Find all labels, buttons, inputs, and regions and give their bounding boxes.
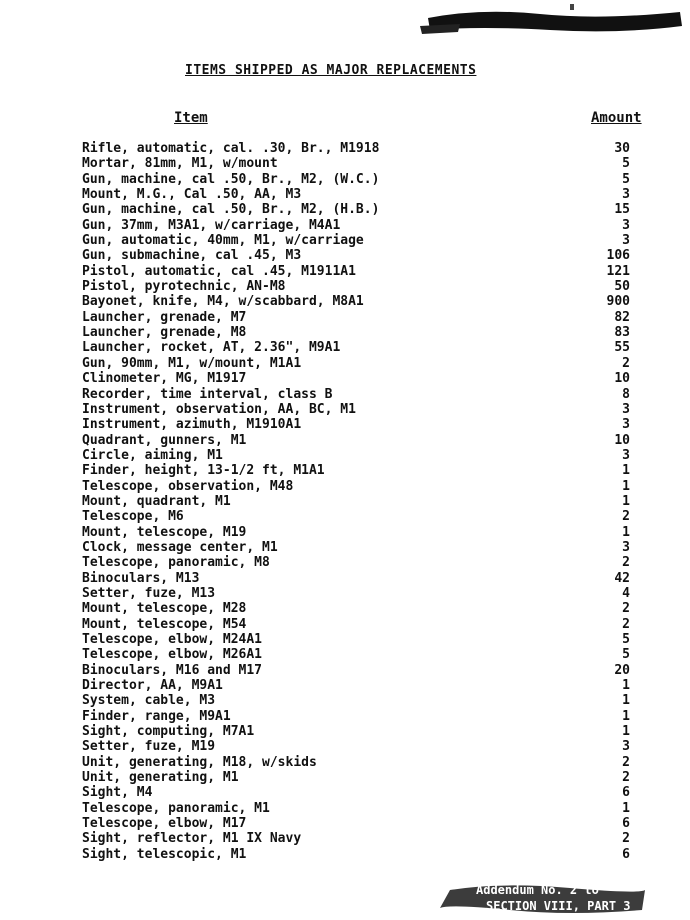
- item-amount: 10: [614, 432, 630, 448]
- table-row: [82, 417, 642, 432]
- item-amount: 121: [606, 263, 630, 279]
- table-row: [82, 617, 642, 632]
- item-name: Gun, machine, cal .50, Br., M2, (H.B.): [82, 202, 380, 218]
- table-row: [82, 141, 642, 156]
- item-name: Finder, range, M9A1: [82, 708, 231, 724]
- table-row: [82, 755, 642, 770]
- item-name: Telescope, elbow, M24A1: [82, 632, 263, 647]
- footer-addendum: Addendum No. 2 to: [476, 883, 599, 897]
- item-amount: 42: [614, 570, 630, 586]
- item-name: Telescope, elbow, M17: [82, 816, 247, 832]
- item-amount: 5: [622, 647, 630, 663]
- item-name: Bayonet, knife, M4, w/scabbard, M8A1: [82, 294, 364, 310]
- item-amount: 1: [622, 463, 630, 479]
- table-row: [82, 494, 642, 509]
- table-row: [82, 387, 642, 402]
- item-name: Setter, fuze, M13: [82, 585, 216, 601]
- item-amount: 55: [614, 340, 630, 356]
- item-name: Telescope, M6: [82, 509, 184, 525]
- item-amount: 1: [622, 708, 630, 724]
- item-amount: 4: [622, 585, 630, 601]
- item-name: Quadrant, gunners, M1: [82, 432, 247, 448]
- table-row: [82, 402, 642, 417]
- footer-section: SECTION VIII, PART 3: [486, 899, 631, 913]
- item-amount: 20: [614, 662, 630, 678]
- item-amount: 83: [614, 325, 630, 341]
- column-header-amount: Amount: [591, 110, 642, 126]
- item-amount: 50: [614, 279, 630, 295]
- item-amount: 1: [622, 478, 630, 494]
- item-amount: 1: [622, 693, 630, 709]
- scan-smudge-top: [420, 4, 690, 38]
- item-name: Gun, machine, cal .50, Br., M2, (W.C.): [82, 171, 380, 187]
- item-amount: 3: [622, 187, 630, 203]
- item-amount: 106: [606, 248, 630, 264]
- item-name: Telescope, panoramic, M8: [82, 555, 270, 571]
- item-name: Gun, 37mm, M3A1, w/carriage, M4A1: [82, 217, 341, 233]
- item-name: Finder, height, 13-1/2 ft, M1A1: [82, 463, 325, 479]
- item-name: Instrument, azimuth, M1910A1: [82, 417, 302, 433]
- table-row: [82, 264, 642, 279]
- table-row: [82, 172, 642, 187]
- item-amount: 2: [622, 509, 630, 525]
- item-name: Rifle, automatic, cal. .30, Br., M1918: [82, 141, 380, 156]
- item-name: Binoculars, M16 and M17: [82, 662, 263, 678]
- table-row: [82, 156, 642, 171]
- table-row: [82, 785, 642, 800]
- table-row: [82, 847, 642, 862]
- table-row: [82, 739, 642, 754]
- item-amount: 6: [622, 785, 630, 801]
- table-row: [82, 433, 642, 448]
- item-name: Director, AA, M9A1: [82, 678, 223, 694]
- item-amount: 6: [622, 816, 630, 832]
- table-row: [82, 678, 642, 693]
- item-name: Launcher, rocket, AT, 2.36", M9A1: [82, 340, 341, 356]
- item-name: Mount, quadrant, M1: [82, 493, 231, 509]
- table-row: [82, 586, 642, 601]
- table-row: [82, 356, 642, 371]
- item-amount: 5: [622, 632, 630, 647]
- table-row: [82, 831, 642, 846]
- item-name: Pistol, automatic, cal .45, M1911A1: [82, 263, 356, 279]
- item-name: Telescope, panoramic, M1: [82, 800, 270, 816]
- table-row: [82, 571, 642, 586]
- item-amount: 3: [622, 417, 630, 433]
- table-row: [82, 340, 642, 355]
- item-name: Unit, generating, M18, w/skids: [82, 754, 317, 770]
- item-name: Telescope, observation, M48: [82, 478, 294, 494]
- item-amount: 1: [622, 724, 630, 740]
- table-row: [82, 555, 642, 570]
- table-row: [82, 770, 642, 785]
- item-amount: 1: [622, 493, 630, 509]
- item-name: Mount, M.G., Cal .50, AA, M3: [82, 187, 302, 203]
- table-row: [82, 540, 642, 555]
- item-amount: 3: [622, 447, 630, 463]
- item-name: Sight, computing, M7A1: [82, 724, 255, 740]
- table-row: [82, 663, 642, 678]
- item-name: Sight, M4: [82, 785, 153, 801]
- item-amount: 2: [622, 831, 630, 847]
- item-name: Instrument, observation, AA, BC, M1: [82, 401, 356, 417]
- item-amount: 1: [622, 678, 630, 694]
- table-row: [82, 801, 642, 816]
- column-header-item: Item: [174, 110, 208, 126]
- item-name: Mount, telescope, M28: [82, 601, 247, 617]
- table-row: [82, 601, 642, 616]
- table-row: [82, 709, 642, 724]
- item-amount: 6: [622, 846, 630, 862]
- item-amount: 10: [614, 371, 630, 387]
- item-name: Clinometer, MG, M1917: [82, 371, 247, 387]
- item-name: Launcher, grenade, M8: [82, 325, 247, 341]
- table-row: [82, 233, 642, 248]
- table-row: [82, 202, 642, 217]
- item-name: Sight, reflector, M1 IX Navy: [82, 831, 302, 847]
- item-amount: 3: [622, 539, 630, 555]
- table-row: [82, 248, 642, 263]
- item-name: Setter, fuze, M19: [82, 739, 216, 755]
- item-name: Mount, telescope, M54: [82, 616, 247, 632]
- item-name: Recorder, time interval, class B: [82, 386, 333, 402]
- table-row: [82, 279, 642, 294]
- item-amount: 30: [614, 141, 630, 156]
- item-name: System, cable, M3: [82, 693, 216, 709]
- table-row: [82, 816, 642, 831]
- item-amount: 2: [622, 601, 630, 617]
- table-row: [82, 509, 642, 524]
- item-name: Sight, telescopic, M1: [82, 846, 247, 862]
- table-row: [82, 371, 642, 386]
- item-name: Gun, automatic, 40mm, M1, w/carriage: [82, 233, 364, 249]
- item-amount: 3: [622, 217, 630, 233]
- item-amount: 82: [614, 309, 630, 325]
- item-name: Pistol, pyrotechnic, AN-M8: [82, 279, 286, 295]
- item-amount: 900: [606, 294, 630, 310]
- item-amount: 1: [622, 800, 630, 816]
- document-title: ITEMS SHIPPED AS MAJOR REPLACEMENTS: [185, 63, 477, 78]
- item-amount: 5: [622, 171, 630, 187]
- item-amount: 1: [622, 524, 630, 540]
- item-amount: 2: [622, 754, 630, 770]
- table-row: [82, 724, 642, 739]
- item-amount: 2: [622, 555, 630, 571]
- table-row: [82, 325, 642, 340]
- table-row: [82, 647, 642, 662]
- item-name: Clock, message center, M1: [82, 539, 278, 555]
- item-name: Mortar, 81mm, M1, w/mount: [82, 156, 278, 172]
- item-amount: 3: [622, 739, 630, 755]
- table-row: [82, 218, 642, 233]
- table-row: [82, 294, 642, 309]
- item-name: Binoculars, M13: [82, 570, 200, 586]
- item-name: Gun, 90mm, M1, w/mount, M1A1: [82, 355, 302, 371]
- table-row: [82, 187, 642, 202]
- items-table: [82, 141, 642, 862]
- table-row: [82, 525, 642, 540]
- item-name: Gun, submachine, cal .45, M3: [82, 248, 302, 264]
- item-name: Telescope, elbow, M26A1: [82, 647, 263, 663]
- item-amount: 2: [622, 355, 630, 371]
- item-name: Circle, aiming, M1: [82, 447, 223, 463]
- table-row: [82, 310, 642, 325]
- item-amount: 2: [622, 616, 630, 632]
- table-row: [82, 479, 642, 494]
- item-name: Mount, telescope, M19: [82, 524, 247, 540]
- item-amount: 3: [622, 401, 630, 417]
- table-row: [82, 693, 642, 708]
- item-name: Unit, generating, M1: [82, 770, 239, 786]
- item-amount: 8: [622, 386, 630, 402]
- item-amount: 15: [614, 202, 630, 218]
- item-amount: 5: [622, 156, 630, 172]
- table-row: [82, 463, 642, 478]
- table-row: [82, 448, 642, 463]
- item-amount: 3: [622, 233, 630, 249]
- item-amount: 2: [622, 770, 630, 786]
- item-name: Launcher, grenade, M7: [82, 309, 247, 325]
- table-row: [82, 632, 642, 647]
